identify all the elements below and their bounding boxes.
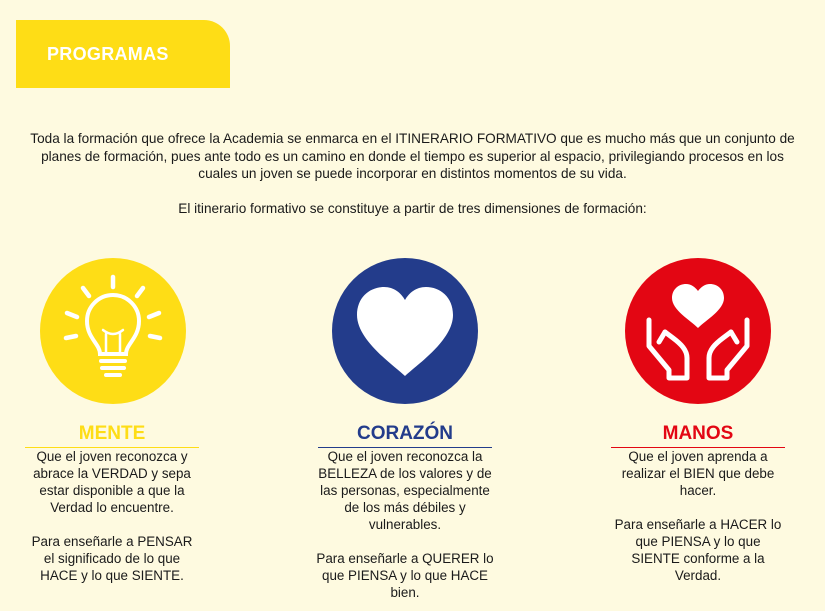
intro-paragraph: Toda la formación que ofrece la Academia se enmarca en el ITINERARIO FORMATIVO que es mucho más que un conjunto de planes de formación, pues ante todo es un camino en donde el tiempo es superior al espacio, privilegiando procesos en los cuales un joven se puede incorporar en distintos momentos de su vida.	[30, 131, 795, 181]
mente-circle	[40, 258, 186, 404]
lightbulb-icon	[40, 258, 186, 404]
mente-text-2: Para enseñarle a PENSAR el significado de lo que HACE y lo que SIENTE.	[31, 534, 193, 583]
heart-icon	[332, 258, 478, 404]
corazon-text-1: Que el joven reconozca la BELLEZA de los valores y de las personas, especialmente de los más débiles y vulnerables.	[318, 449, 492, 532]
mente-description	[25, 448, 199, 584]
corazon-description	[314, 448, 496, 601]
corazon-title: CORAZÓN	[318, 423, 492, 448]
corazon-circle	[332, 258, 478, 404]
manos-title: MANOS	[611, 423, 785, 448]
manos-text-2: Para enseñarle a HACER lo que PIENSA y lo que SIENTE conforme a la Verdad.	[614, 517, 782, 583]
corazon-text-2: Para enseñarle a QUERER lo que PIENSA y lo que HACE bien.	[316, 551, 494, 600]
intro-lead: El itinerario formativo se constituye a partir de tres dimensiones de formación:	[178, 201, 647, 216]
mente-text-1: Que el joven reconozca y abrace la VERDAD y sepa estar disponible a que la Verdad lo encuentre.	[33, 449, 191, 515]
mente-title: MENTE	[25, 423, 199, 448]
manos-circle	[625, 258, 771, 404]
hands-heart-icon	[625, 258, 771, 404]
manos-description	[611, 448, 785, 584]
section-tab	[16, 20, 230, 88]
manos-text-1: Que el joven aprenda a realizar el BIEN que debe hacer.	[621, 449, 775, 498]
page-title: PROGRAMAS	[47, 44, 169, 64]
